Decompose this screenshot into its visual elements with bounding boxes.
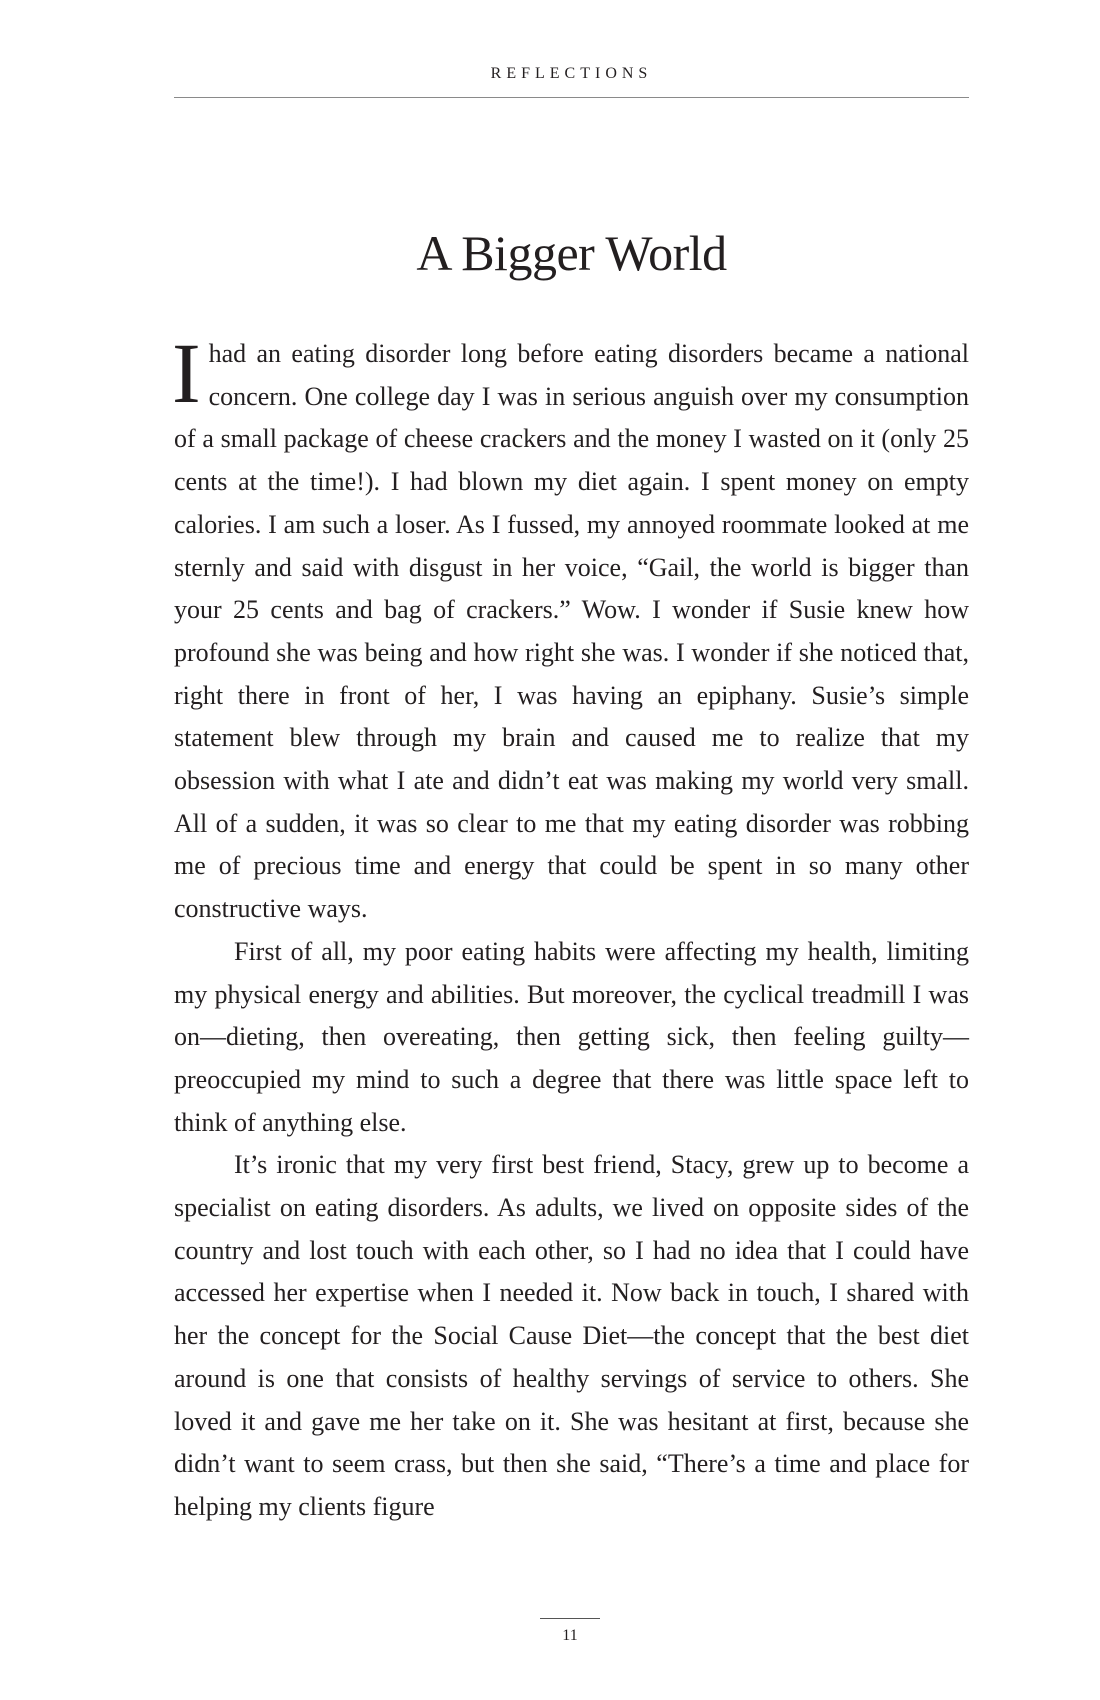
running-head: REFLECTIONS	[490, 65, 653, 82]
header-rule	[174, 97, 969, 98]
paragraph-1	[172, 325, 969, 931]
folio-rule	[540, 1618, 600, 1619]
page-number: 11	[562, 1627, 578, 1644]
paragraph-1-text: had an eating disorder long before eating disorders became a national concern. One college day I was in serious anguish over my consumption of a small package of cheese crackers and the money I wasted on it (only 25 cents at the time!). I had blown my diet again. I spent money on empty calories. I am such a loser. As I fussed, my annoyed roommate looked at me sternly and said with disgust in her voice, “Gail, the world is bigger than your 25 cents and bag of crackers.” Wow. I wonder if Susie knew how profound she was being and how right she was. I wonder if she noticed that, right there in front of her, I was having an epiphany. Susie’s simple statement blew through my brain and caused me to realize that my obsession with what I ate and didn’t eat was making my world very small. All of a sudden, it was so clear to me that my eating disorder was robbing me of precious time and energy that could be spent in so many other constructive ways.	[174, 339, 969, 924]
body-text	[172, 325, 969, 1529]
chapter-title: A Bigger World	[416, 225, 727, 281]
paragraph-3: It’s ironic that my very first best friend, Stacy, grew up to become a specialist on eating disorders. As adults, we lived on opposite sides of the country and lost touch with each other, so I had no idea that I could have accessed her expertise when I needed it. Now back in touch, I shared with her the concept for the Social Cause Diet—the concept that the best diet around is one that consists of healthy servings of service to others. She loved it and gave me her take on it. She was hesitant at first, because she didn’t want to seem crass, but then she said, “There’s a time and place for helping my clients figure	[174, 1150, 969, 1521]
drop-cap: I	[172, 325, 201, 421]
paragraph-2: First of all, my poor eating habits were affecting my health, limiting my physical energy and abilities. But moreover, the cyclical treadmill I was on—dieting, then overeating, then getting sick, then feeling guilty—preoccupied my mind to such a degree that there was little space left to think of anything else.	[174, 936, 969, 1137]
